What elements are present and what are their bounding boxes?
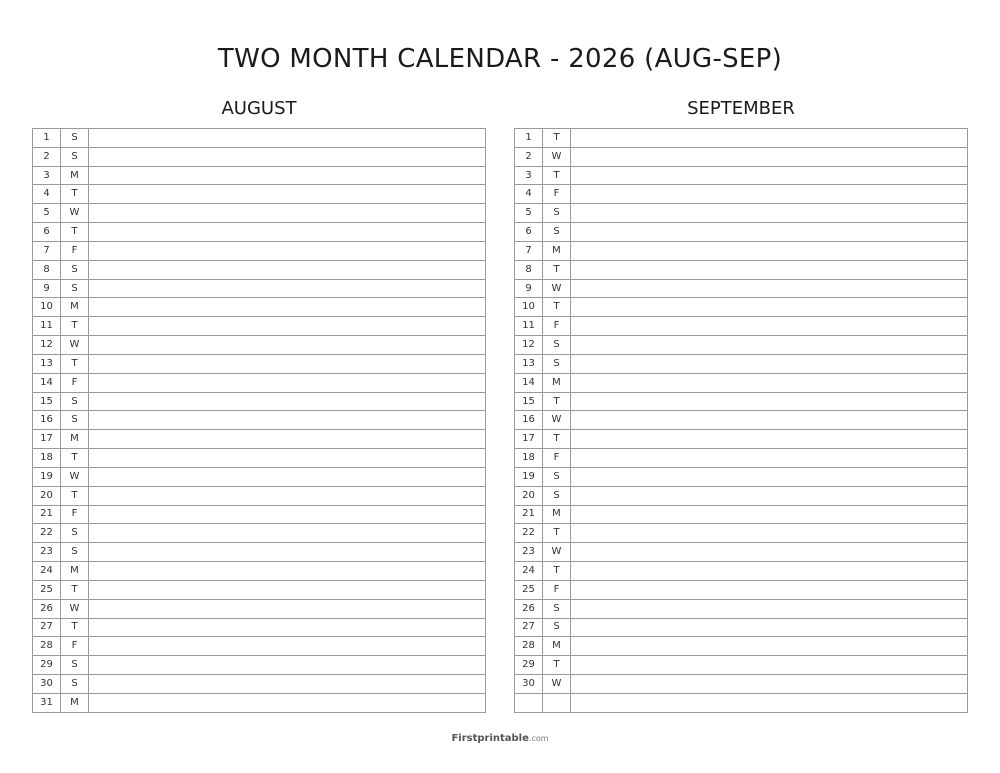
weekday: T [543,260,571,279]
day-number: 9 [33,279,61,298]
notes-cell[interactable] [89,166,486,185]
notes-cell[interactable] [571,430,968,449]
day-number: 22 [33,524,61,543]
day-row [515,637,968,656]
day-row [515,336,968,355]
weekday: M [61,693,89,712]
day-number: 16 [515,411,543,430]
notes-cell[interactable] [571,223,968,242]
day-row [33,430,486,449]
weekday: M [61,562,89,581]
day-number: 3 [33,166,61,185]
day-number: 20 [515,486,543,505]
day-row [515,543,968,562]
notes-cell[interactable] [89,505,486,524]
day-row [515,449,968,468]
weekday: F [61,637,89,656]
notes-cell[interactable] [89,147,486,166]
weekday: S [543,618,571,637]
day-row [33,129,486,148]
day-number: 29 [515,656,543,675]
day-number: 30 [33,675,61,694]
weekday: M [61,430,89,449]
day-row [515,505,968,524]
weekday: T [543,166,571,185]
day-row [33,637,486,656]
notes-cell[interactable] [89,486,486,505]
weekday: F [543,185,571,204]
day-number: 8 [33,260,61,279]
weekday: M [61,298,89,317]
notes-cell[interactable] [89,298,486,317]
page-title: TWO MONTH CALENDAR - 2026 (AUG-SEP) [217,44,783,74]
weekday: S [61,543,89,562]
notes-cell[interactable] [571,354,968,373]
day-number: 2 [515,147,543,166]
day-row [515,392,968,411]
weekday [543,693,571,712]
notes-cell[interactable] [89,675,486,694]
weekday: M [543,373,571,392]
day-number [515,693,543,712]
day-row [33,449,486,468]
day-row [515,279,968,298]
day-row [33,467,486,486]
weekday: T [61,580,89,599]
day-number: 19 [515,467,543,486]
weekday: M [543,505,571,524]
notes-cell[interactable] [89,241,486,260]
day-number: 11 [33,317,61,336]
notes-cell[interactable] [89,336,486,355]
day-number: 23 [515,543,543,562]
notes-cell[interactable] [89,618,486,637]
notes-cell[interactable] [89,543,486,562]
day-row [515,430,968,449]
notes-cell[interactable] [571,392,968,411]
day-number: 30 [515,675,543,694]
day-row [33,317,486,336]
day-number: 31 [33,693,61,712]
notes-cell[interactable] [89,637,486,656]
notes-cell[interactable] [571,449,968,468]
day-number: 24 [515,562,543,581]
notes-cell[interactable] [89,373,486,392]
day-row [515,524,968,543]
day-row [515,562,968,581]
weekday: F [61,373,89,392]
day-row [33,260,486,279]
notes-cell[interactable] [89,580,486,599]
weekday: S [61,129,89,148]
notes-cell[interactable] [571,185,968,204]
weekday: T [61,354,89,373]
notes-cell[interactable] [571,373,968,392]
day-number: 20 [33,486,61,505]
notes-cell[interactable] [89,279,486,298]
month-title-august: AUGUST [221,98,297,119]
day-number: 27 [515,618,543,637]
day-number: 9 [515,279,543,298]
weekday: T [543,524,571,543]
day-row [515,693,968,712]
day-row [515,129,968,148]
day-number: 19 [33,467,61,486]
day-row [515,411,968,430]
day-row [33,505,486,524]
day-number: 26 [515,599,543,618]
day-number: 14 [515,373,543,392]
notes-cell[interactable] [571,467,968,486]
day-row [515,467,968,486]
day-number: 7 [515,241,543,260]
day-row [33,185,486,204]
weekday: S [61,656,89,675]
weekday: F [543,317,571,336]
notes-cell[interactable] [571,580,968,599]
notes-cell[interactable] [571,543,968,562]
day-row [33,656,486,675]
day-row [33,486,486,505]
day-row [515,656,968,675]
day-row [515,317,968,336]
day-number: 18 [515,449,543,468]
day-number: 6 [33,223,61,242]
weekday: W [543,675,571,694]
weekday: T [543,392,571,411]
day-number: 13 [33,354,61,373]
day-number: 13 [515,354,543,373]
weekday: S [61,524,89,543]
notes-cell[interactable] [89,260,486,279]
day-row [515,166,968,185]
day-row [515,147,968,166]
day-row [33,524,486,543]
weekday: S [543,223,571,242]
weekday: F [543,449,571,468]
day-row [33,298,486,317]
day-row [33,543,486,562]
day-row [33,373,486,392]
day-row [33,693,486,712]
day-row [515,618,968,637]
notes-cell[interactable] [571,336,968,355]
notes-cell[interactable] [89,467,486,486]
notes-cell[interactable] [89,449,486,468]
notes-cell[interactable] [571,204,968,223]
weekday: M [61,166,89,185]
day-row [515,298,968,317]
notes-cell[interactable] [89,524,486,543]
day-number: 5 [515,204,543,223]
weekday: S [543,467,571,486]
month-title-september: SEPTEMBER [687,98,795,119]
august-table [32,128,486,713]
weekday: F [61,241,89,260]
day-number: 17 [515,430,543,449]
weekday: F [61,505,89,524]
weekday: S [61,411,89,430]
day-row [515,260,968,279]
weekday: S [543,486,571,505]
day-row [33,204,486,223]
day-number: 10 [515,298,543,317]
day-number: 17 [33,430,61,449]
notes-cell[interactable] [571,618,968,637]
day-row [33,336,486,355]
weekday: T [543,562,571,581]
day-row [515,354,968,373]
day-number: 6 [515,223,543,242]
weekday: S [543,336,571,355]
weekday: W [61,204,89,223]
day-number: 1 [33,129,61,148]
day-row [515,675,968,694]
day-number: 11 [515,317,543,336]
notes-cell[interactable] [89,392,486,411]
weekday: M [543,241,571,260]
weekday: S [61,392,89,411]
day-row [33,411,486,430]
notes-cell[interactable] [571,524,968,543]
notes-cell[interactable] [89,204,486,223]
notes-cell[interactable] [89,354,486,373]
day-row [515,204,968,223]
weekday: W [543,411,571,430]
day-row [33,618,486,637]
day-number: 4 [33,185,61,204]
day-number: 22 [515,524,543,543]
day-row [33,241,486,260]
day-number: 29 [33,656,61,675]
notes-cell[interactable] [89,129,486,148]
day-row [33,354,486,373]
notes-cell[interactable] [571,637,968,656]
weekday: S [61,675,89,694]
day-row [515,223,968,242]
day-number: 21 [515,505,543,524]
day-number: 1 [515,129,543,148]
day-number: 27 [33,618,61,637]
notes-cell[interactable] [89,693,486,712]
day-number: 3 [515,166,543,185]
weekday: S [543,354,571,373]
day-row [33,562,486,581]
day-row [515,599,968,618]
notes-cell[interactable] [571,129,968,148]
day-row [33,599,486,618]
day-row [33,580,486,599]
weekday: T [543,129,571,148]
notes-cell[interactable] [571,298,968,317]
day-row [515,241,968,260]
notes-cell[interactable] [571,260,968,279]
weekday: M [543,637,571,656]
day-number: 12 [33,336,61,355]
notes-cell[interactable] [571,147,968,166]
weekday: T [543,298,571,317]
notes-cell[interactable] [571,656,968,675]
weekday: W [543,279,571,298]
weekday: W [543,543,571,562]
day-number: 25 [33,580,61,599]
day-row [33,675,486,694]
weekday: S [61,147,89,166]
notes-cell[interactable] [571,486,968,505]
weekday: S [61,260,89,279]
day-row [515,486,968,505]
notes-cell[interactable] [571,599,968,618]
day-number: 18 [33,449,61,468]
day-number: 16 [33,411,61,430]
notes-cell[interactable] [89,656,486,675]
notes-cell[interactable] [89,562,486,581]
footer-brand: Firstprintable [451,733,529,744]
day-number: 26 [33,599,61,618]
day-number: 10 [33,298,61,317]
day-number: 7 [33,241,61,260]
notes-cell[interactable] [89,185,486,204]
day-number: 12 [515,336,543,355]
notes-cell[interactable] [571,166,968,185]
day-number: 28 [515,637,543,656]
notes-cell[interactable] [89,599,486,618]
weekday: W [543,147,571,166]
day-number: 23 [33,543,61,562]
notes-cell[interactable] [571,241,968,260]
notes-cell[interactable] [571,411,968,430]
weekday: W [61,599,89,618]
notes-cell[interactable] [571,562,968,581]
notes-cell[interactable] [571,317,968,336]
day-number: 15 [515,392,543,411]
footer-logo [0,733,1000,744]
day-number: 24 [33,562,61,581]
day-row [33,166,486,185]
footer-suffix: .com [528,734,549,743]
weekday: S [543,204,571,223]
day-row [33,279,486,298]
day-row [515,580,968,599]
day-number: 8 [515,260,543,279]
september-table [514,128,968,713]
weekday: T [61,486,89,505]
day-row [515,373,968,392]
notes-cell[interactable] [571,693,968,712]
day-number: 28 [33,637,61,656]
notes-cell[interactable] [89,430,486,449]
weekday: W [61,336,89,355]
weekday: T [61,185,89,204]
notes-cell[interactable] [571,279,968,298]
day-row [515,185,968,204]
weekday: T [61,449,89,468]
day-number: 25 [515,580,543,599]
weekday: S [61,279,89,298]
day-row [33,392,486,411]
day-row [33,147,486,166]
weekday: T [61,317,89,336]
day-number: 21 [33,505,61,524]
weekday: T [543,656,571,675]
day-number: 14 [33,373,61,392]
weekday: T [543,430,571,449]
weekday: T [61,223,89,242]
day-number: 15 [33,392,61,411]
notes-cell[interactable] [571,505,968,524]
weekday: F [543,580,571,599]
weekday: S [543,599,571,618]
notes-cell[interactable] [571,675,968,694]
notes-cell[interactable] [89,411,486,430]
day-number: 5 [33,204,61,223]
notes-cell[interactable] [89,317,486,336]
weekday: T [61,618,89,637]
notes-cell[interactable] [89,223,486,242]
day-number: 4 [515,185,543,204]
day-number: 2 [33,147,61,166]
weekday: W [61,467,89,486]
day-row [33,223,486,242]
